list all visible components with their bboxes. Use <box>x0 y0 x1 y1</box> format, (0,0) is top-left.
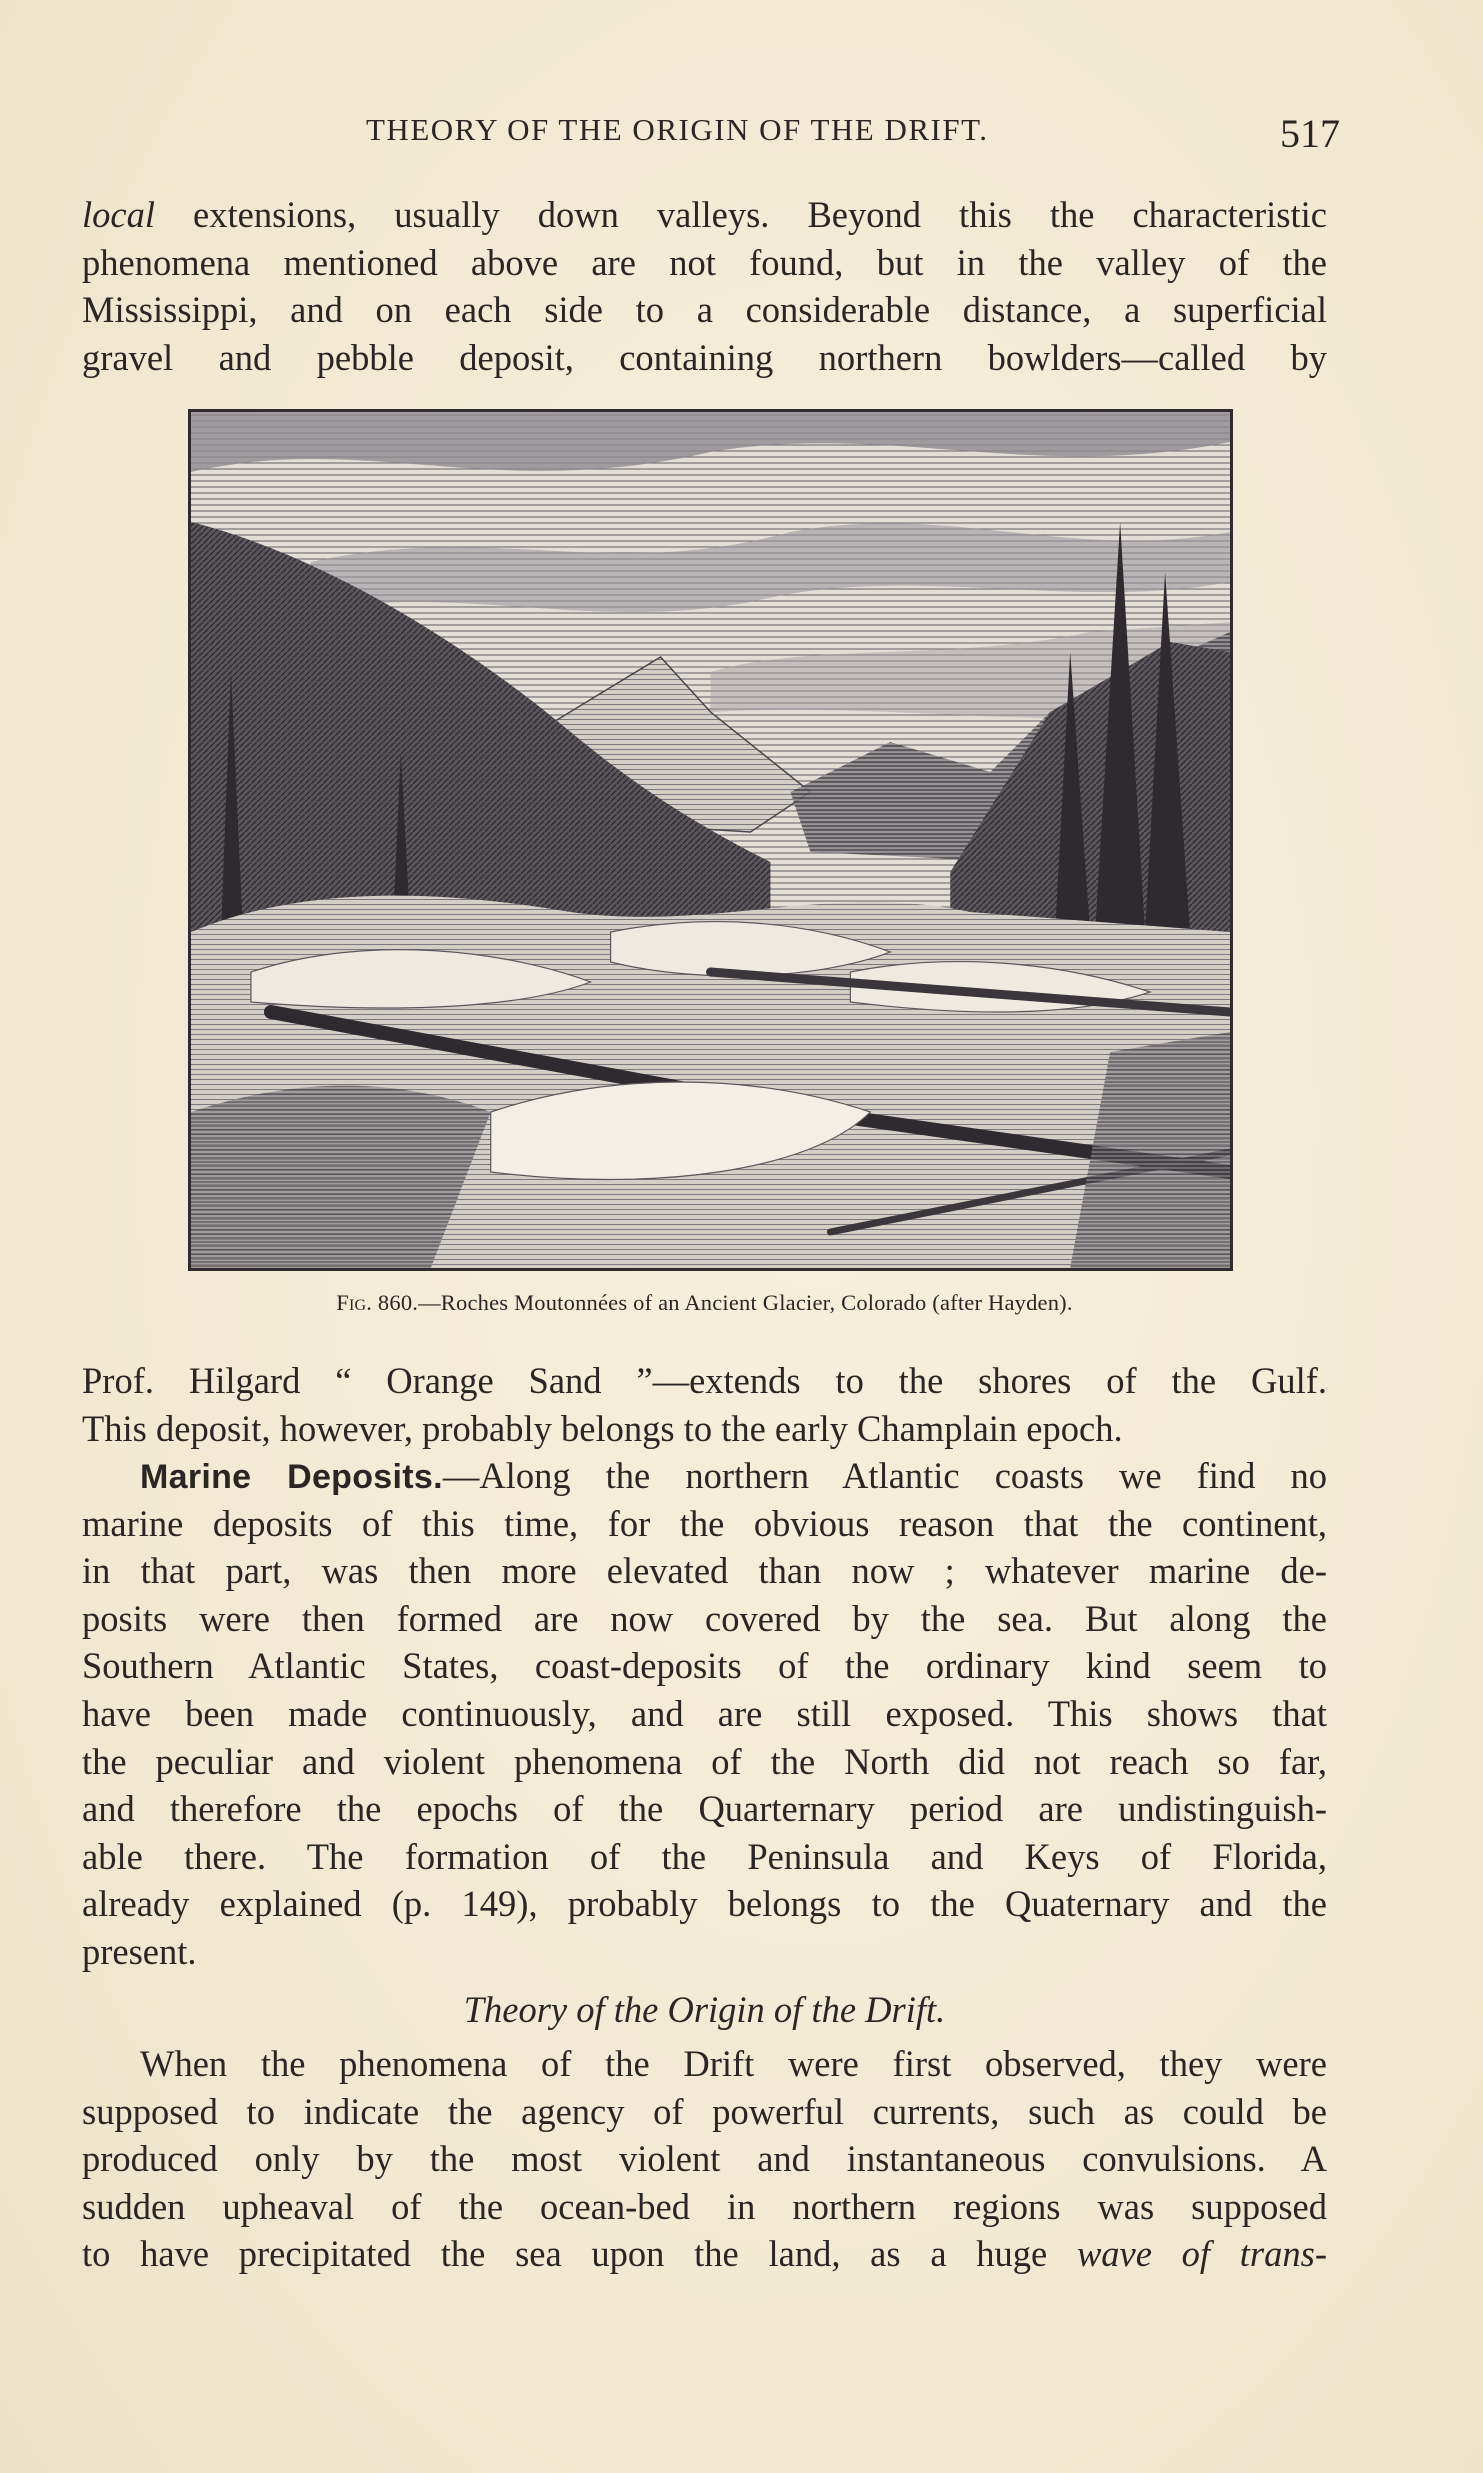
running-head: THEORY OF THE ORIGIN OF THE DRIFT. <box>366 112 989 147</box>
italic-phrase: wave of trans- <box>1076 2233 1327 2275</box>
page-number: 517 <box>1280 111 1340 156</box>
text-line: Mississippi, and on each side to a considerable distance, a superficial <box>82 289 1327 331</box>
paragraph-local-extensions <box>82 191 1327 381</box>
text-line: posits were then formed are now covered by the sea. But along the <box>82 1597 1327 1639</box>
paragraph-marine-deposits <box>82 1452 1327 1976</box>
text-line <box>82 1452 1327 1500</box>
landscape-engraving-image <box>191 412 1230 1268</box>
text-line: already explained (p. 149), probably belongs to the Quaternary and the <box>82 1883 1327 1925</box>
page-header <box>80 108 1340 168</box>
caption-text: 860.—Roches Moutonnées of an Ancient Glacier, Colorado (after Hayden). <box>372 1290 1073 1315</box>
italic-word: local <box>82 194 155 235</box>
figure-caption <box>82 1290 1327 1316</box>
text-line: This deposit, however, probably belongs to the early Champlain epoch. <box>82 1407 1123 1449</box>
text-run: to have precipitated the sea upon the land, as a huge <box>82 2233 1077 2275</box>
run-in-heading: Marine Deposits. <box>140 1458 443 1496</box>
paragraph-drift-theory <box>82 2040 1327 2278</box>
text-line: gravel and pebble deposit, containing northern bowlders—called by <box>82 336 1327 378</box>
text-line: When the phenomena of the Drift were first observed, they were <box>140 2043 1327 2084</box>
text-line: sudden upheaval of the ocean-bed in northern regions was supposed <box>82 2185 1327 2227</box>
text-line: able there. The formation of the Peninsula and Keys of Florida, <box>82 1835 1327 1877</box>
text-line: supposed to indicate the agency of powerful currents, such as could be <box>82 2090 1327 2132</box>
paragraph-orange-sand <box>82 1357 1327 1452</box>
section-title: Theory of the Origin of the Drift. <box>463 1989 946 2030</box>
text-line: have been made continuously, and are still exposed. This shows that <box>82 1692 1327 1734</box>
text-line: the peculiar and violent phenomena of the North did not reach so far, <box>82 1740 1327 1782</box>
text-line: Southern Atlantic States, coast-deposits of the ordinary kind seem to <box>82 1645 1327 1687</box>
text-line <box>82 191 1327 239</box>
text-run: —Along the northern Atlantic coasts we find no <box>442 1455 1327 1496</box>
text-run: extensions, usually down valleys. Beyond this the characteristic <box>154 194 1327 235</box>
text-line: marine deposits of this time, for the obvious reason that the continent, <box>82 1502 1327 1544</box>
section-heading-block <box>82 1986 1327 2034</box>
text-line: phenomena mentioned above are not found, but in the valley of the <box>82 241 1327 283</box>
text-line: and therefore the epochs of the Quarternary period are undistinguish- <box>82 1788 1327 1830</box>
text-line <box>82 2230 1327 2278</box>
figure-engraving <box>188 409 1233 1271</box>
text-line: produced only by the most violent and instantaneous convulsions. A <box>82 2138 1327 2180</box>
text-line: present. <box>82 1930 197 1972</box>
caption-label: Fig. <box>336 1290 373 1315</box>
text-line: in that part, was then more elevated than now ; whatever marine de- <box>82 1550 1327 1592</box>
text-line: Prof. Hilgard “ Orange Sand ”—extends to the shores of the Gulf. <box>82 1360 1327 1401</box>
